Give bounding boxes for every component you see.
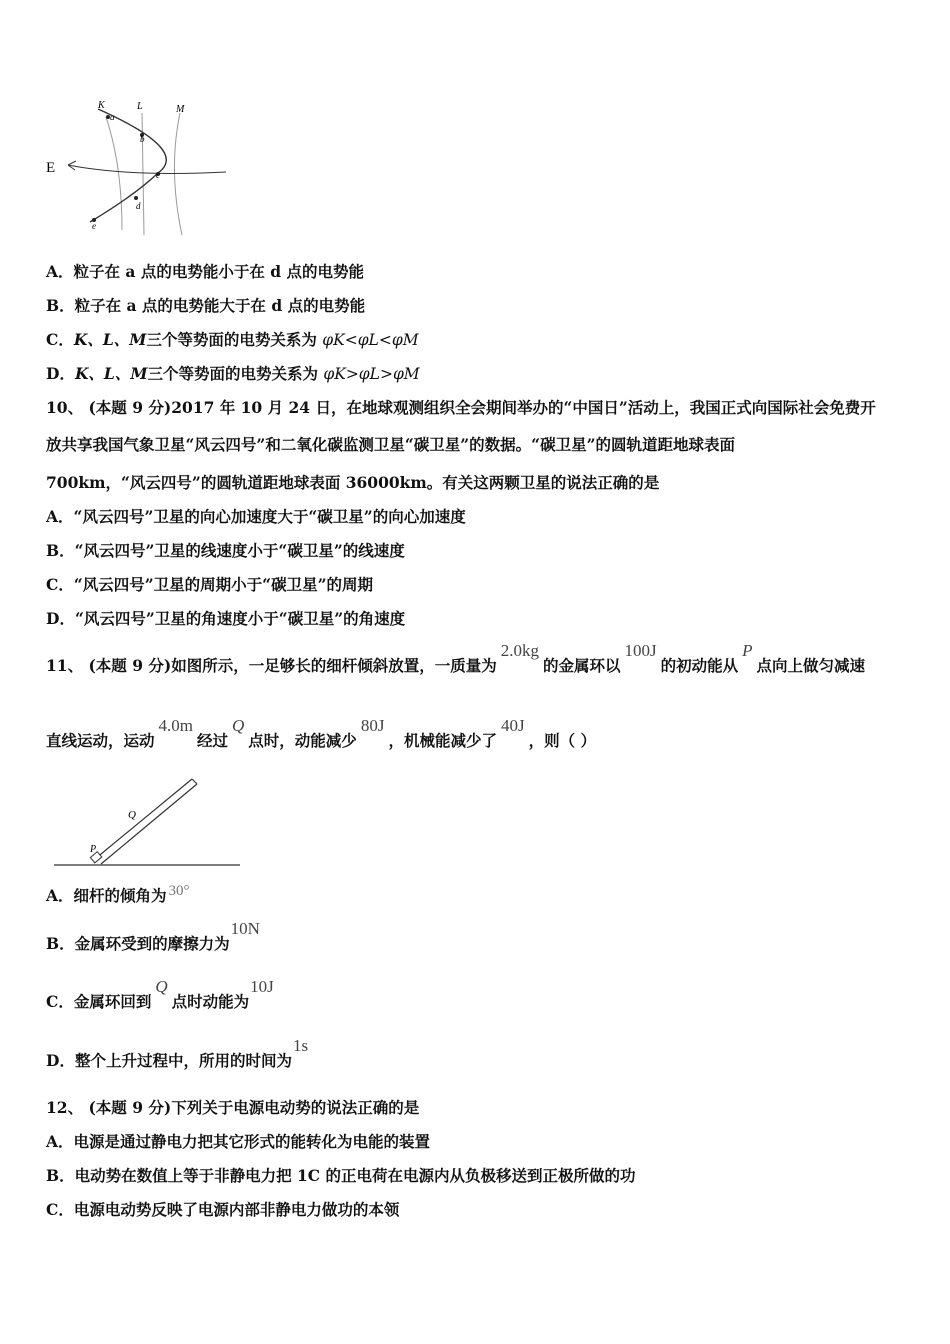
q9-d-names: K、L、M bbox=[74, 364, 148, 383]
q9-c-expr: φK<φL<φM bbox=[322, 331, 419, 349]
q9-c-prefix: C． bbox=[46, 330, 74, 349]
label-d: d bbox=[136, 201, 141, 211]
fig-label-q: Q bbox=[128, 809, 136, 821]
q11-c-value: 10J bbox=[250, 977, 274, 996]
q11-mass: 2.0kg bbox=[500, 641, 539, 660]
q11-point-p: P bbox=[742, 641, 753, 660]
q11-c-text-b: 点时动能为 bbox=[171, 992, 250, 1011]
rod-cap bbox=[192, 779, 197, 784]
label-b: b bbox=[140, 134, 145, 144]
q10-stem-line1: 10、 (本题 9 分)2017 年 10 月 24 日，在地球观测组织全会期间举办的“中国日”活动上，我国正式向国际社会免费开 bbox=[46, 398, 876, 417]
q11-ek-loss: 80J bbox=[360, 716, 385, 735]
q11-l1-a: 11、 (本题 9 分)如图所示，一足够长的细杆倾斜放置，一质量为 bbox=[46, 656, 497, 675]
q10-option-d: D．“风云四号”卫星的角速度小于“碳卫星”的角速度 bbox=[46, 609, 406, 628]
q11-option-d bbox=[46, 1036, 312, 1071]
label-e: e bbox=[92, 221, 96, 231]
q11-point-q: Q bbox=[232, 716, 245, 735]
q11-dist: 4.0m bbox=[158, 716, 193, 735]
q12-option-c: C．电源电动势反映了电源内部非静电力做功的本领 bbox=[46, 1200, 400, 1219]
q11-stem-line2 bbox=[46, 716, 596, 751]
surface-m bbox=[174, 113, 182, 235]
label-k: K bbox=[98, 100, 105, 111]
q11-d-text: D．整个上升过程中，所用的时间为 bbox=[46, 1051, 292, 1070]
rod-edge-bottom bbox=[101, 784, 197, 864]
q11-l2-a: 直线运动，运动 bbox=[46, 731, 155, 750]
q9-c-names: K、L、M bbox=[73, 330, 147, 349]
rod-edge-top bbox=[95, 779, 192, 859]
q9-option-b: B．粒子在 a 点的电势能大于在 d 点的电势能 bbox=[46, 296, 366, 315]
fig-label-p: P bbox=[90, 844, 97, 855]
q11-b-text: B．金属环受到的摩擦力为 bbox=[46, 934, 230, 953]
q11-b-value: 10N bbox=[230, 919, 260, 938]
point-d bbox=[134, 196, 138, 200]
q9-option-c bbox=[46, 330, 419, 350]
equipotential-figure bbox=[40, 95, 240, 240]
q10-stem-line3: 700km，“风云四号”的圆轨道距地球表面 36000km。有关这两颗卫星的说法正确的是 bbox=[46, 473, 660, 492]
label-m: M bbox=[176, 104, 185, 115]
q9-d-prefix: D． bbox=[46, 364, 75, 383]
q11-option-b bbox=[46, 919, 264, 954]
q11-a-value: 30° bbox=[168, 883, 190, 899]
q12-option-b: B．电动势在数值上等于非静电力把 1C 的正电荷在电源内从负极移送到正极所做的功 bbox=[46, 1166, 636, 1185]
q10-option-b: B．“风云四号”卫星的线速度小于“碳卫星”的线速度 bbox=[46, 541, 405, 560]
q11-e-loss: 40J bbox=[500, 716, 525, 735]
q9-option-d bbox=[46, 364, 420, 384]
q12-stem: 12、 (本题 9 分)下列关于电源电动势的说法正确的是 bbox=[46, 1098, 420, 1117]
q11-d-value: 1s bbox=[292, 1036, 309, 1055]
q11-l2-d: ，机械能减少了 bbox=[388, 731, 497, 750]
q12-option-a: A．电源是通过静电力把其它形式的能转化为电能的装置 bbox=[46, 1132, 431, 1151]
q11-a-text: A．细杆的倾角为 bbox=[46, 886, 167, 905]
label-c: c bbox=[156, 170, 160, 180]
q10-option-c: C．“风云四号”卫星的周期小于“碳卫星”的周期 bbox=[46, 575, 373, 594]
q9-option-a: A．粒子在 a 点的电势能小于在 d 点的电势能 bbox=[46, 262, 364, 281]
q11-stem-line1 bbox=[46, 641, 866, 676]
q9-d-expr: φK>φL>φM bbox=[323, 365, 420, 383]
label-a: a bbox=[110, 112, 115, 122]
field-line bbox=[68, 165, 226, 173]
surface-k bbox=[106, 117, 122, 230]
label-e-field: E bbox=[46, 160, 56, 176]
q11-option-a bbox=[46, 883, 194, 907]
q11-option-c bbox=[46, 977, 278, 1012]
q11-l2-b: 经过 bbox=[197, 731, 229, 750]
q11-l2-c: 点时，动能减少 bbox=[248, 731, 357, 750]
q11-c-point-q: Q bbox=[155, 977, 168, 996]
q11-l2-e: ，则（ ） bbox=[528, 731, 596, 750]
label-l: L bbox=[137, 101, 143, 112]
q11-l1-d: 点向上做匀减速 bbox=[756, 656, 866, 675]
q9-d-text: 三个等势面的电势关系为 bbox=[147, 364, 324, 383]
q10-stem-line2: 放共享我国气象卫星“风云四号”和二氧化碳监测卫星“碳卫星”的数据。“碳卫星”的圆轨道距地球表面 bbox=[46, 435, 735, 454]
trajectory bbox=[90, 109, 166, 222]
q10-option-a: A．“风云四号”卫星的向心加速度大于“碳卫星”的向心加速度 bbox=[46, 507, 466, 526]
q11-l1-b: 的金属环以 bbox=[542, 656, 621, 675]
q9-c-text: 三个等势面的电势关系为 bbox=[146, 330, 323, 349]
inclined-rod-figure bbox=[52, 775, 247, 870]
q11-c-text-a: C．金属环回到 bbox=[46, 992, 152, 1011]
surface-l bbox=[142, 113, 144, 235]
q11-energy: 100J bbox=[624, 641, 657, 660]
q11-l1-c: 的初动能从 bbox=[660, 656, 739, 675]
